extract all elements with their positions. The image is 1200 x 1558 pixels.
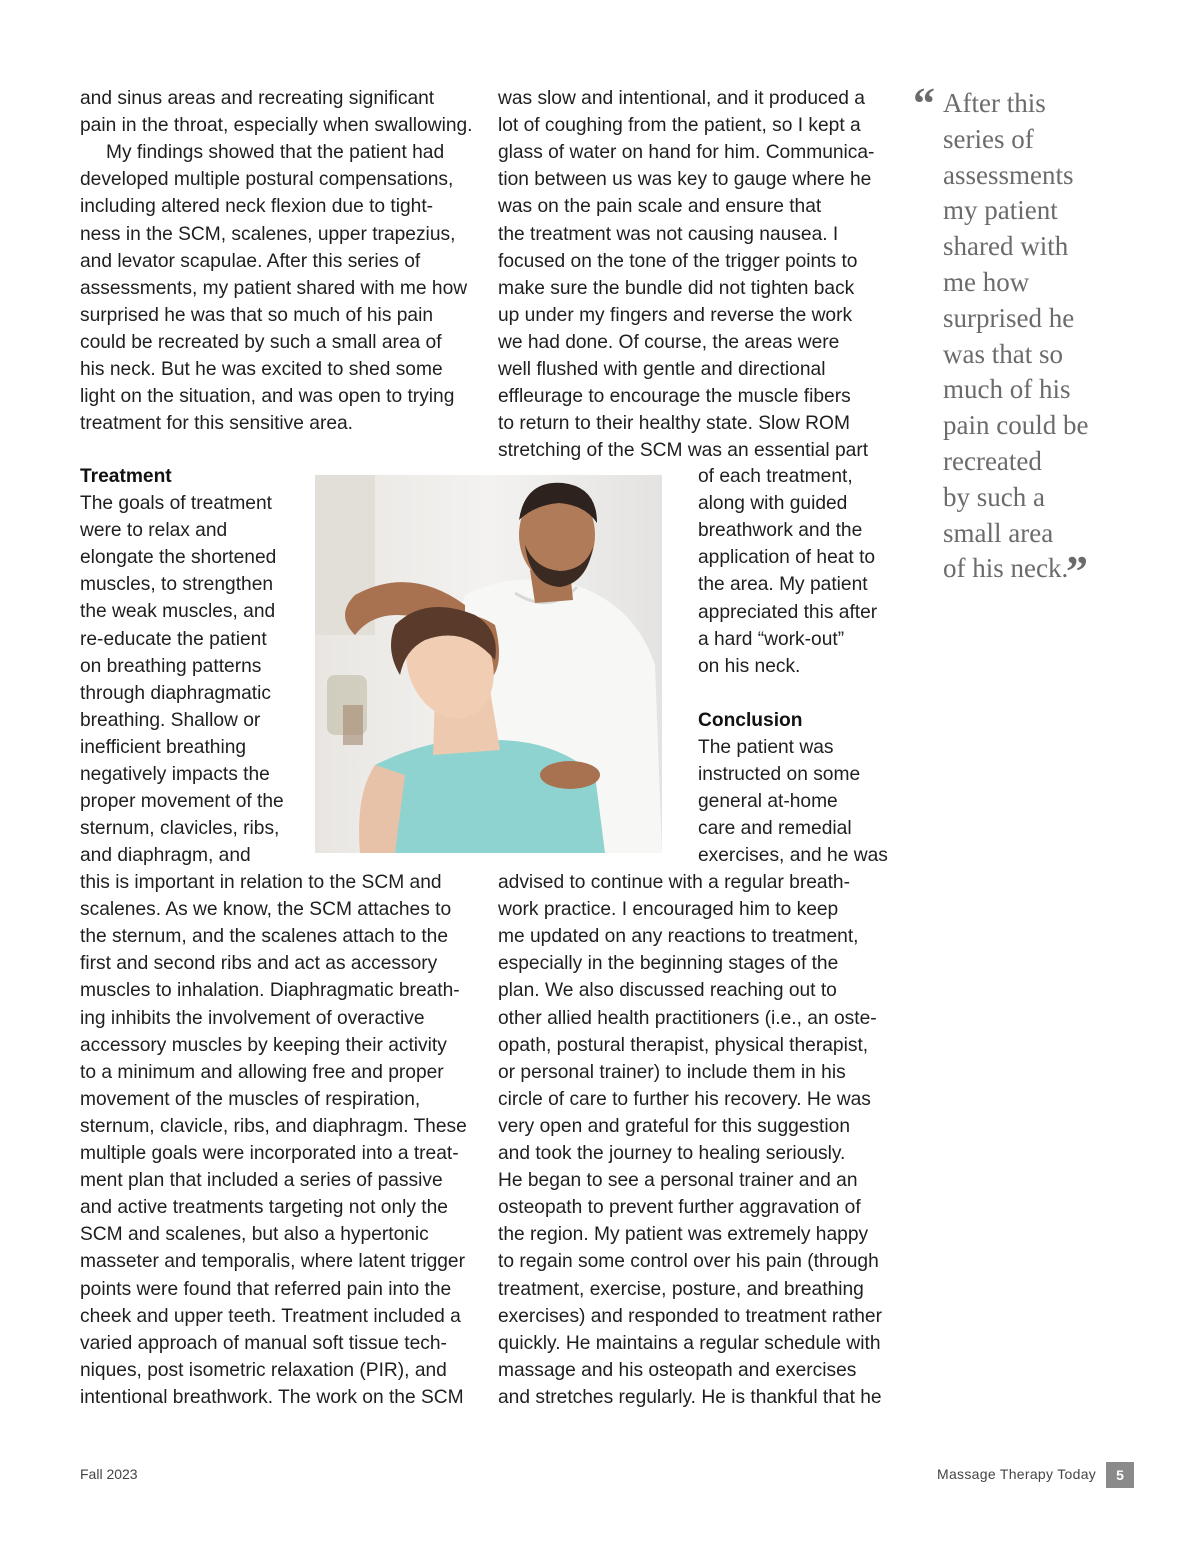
col2-bottom-line: other allied health practitioners (i.e., an oste- (498, 1007, 877, 1029)
col1-bottom-line: sternum, clavicle, ribs, and diaphragm. These (80, 1115, 467, 1137)
pull-quote-line: small area (943, 517, 1054, 548)
col1-bottom-line: ing inhibits the involvement of overactive (80, 1007, 425, 1029)
col1-wrap-line: the weak muscles, and (80, 601, 276, 623)
col1-bottom-line: points were found that referred pain into the (80, 1278, 452, 1300)
col1-bottom-line: and active treatments targeting not only the (80, 1197, 448, 1219)
col2-top-line: well flushed with gentle and directional (498, 359, 826, 380)
pull-quote-line: by such a (943, 481, 1045, 512)
col1-bottom-line: masseter and temporalis, where latent trigger (80, 1251, 465, 1273)
pull-quote-line: much of his (943, 374, 1071, 405)
pull-quote-line: me how (943, 267, 1030, 297)
col1-top-line: light on the situation, and was open to trying (80, 386, 455, 408)
photo-illustration (315, 475, 662, 853)
col1-bottom-line: intentional breathwork. The work on the SCM (80, 1386, 464, 1408)
col1-top-line: and levator scapulae. After this series of (80, 250, 421, 272)
col1-wrap-line: muscles, to strengthen (80, 574, 274, 596)
col2-bottom-line: massage and his osteopath and exercises (498, 1359, 857, 1381)
col1-bottom-line: movement of the muscles of respiration, (80, 1088, 421, 1110)
col1-bottom-line: ment plan that included a series of passive (80, 1170, 443, 1192)
col2-top-line: make sure the bundle did not tighten back (498, 277, 855, 299)
col1-top-line: his neck. But he was excited to shed some (80, 359, 443, 380)
col2-wrap-a-line: on his neck. (698, 655, 801, 677)
col2-top-line: focused on the tone of the trigger points to (498, 250, 858, 272)
col2-bottom-line: exercises) and responded to treatment rather (498, 1305, 882, 1327)
col1-bottom-line: to a minimum and allowing free and proper (80, 1061, 444, 1083)
col1-wrap-line: proper movement of the (80, 791, 284, 813)
col2-wrap-a-line: of each treatment, (698, 466, 853, 487)
col2-bottom-line: advised to continue with a regular breath- (498, 872, 850, 893)
pull-quote-line: assessments (943, 159, 1074, 190)
col2-bottom-line: very open and grateful for this suggestion (498, 1115, 850, 1137)
col1-wrap-line: on breathing patterns (80, 655, 262, 677)
col1-wrap-line: negatively impacts the (80, 764, 270, 785)
col1-bottom-line: this is important in relation to the SCM and (80, 872, 442, 893)
pull-quote-line: recreated (943, 446, 1042, 476)
pull-quote-line: surprised he (943, 302, 1075, 333)
col1-wrap-line: sternum, clavicles, ribs, (80, 818, 280, 840)
col2-wrap-b-line: exercises, and he was (698, 845, 888, 867)
pull-quote-line: my patient (943, 195, 1058, 226)
col2-bottom-line: plan. We also discussed reaching out to (498, 980, 837, 1002)
col1-wrap-line: elongate the shortened (80, 547, 277, 569)
conclusion-heading: Conclusion (698, 710, 803, 731)
col1-bottom-line: niques, post isometric relaxation (PIR), and (80, 1359, 447, 1381)
col1-wrap-line: re-educate the patient (80, 628, 267, 650)
col2-top-line: we had done. Of course, the areas were (498, 331, 840, 353)
col2-bottom-line: He began to see a personal trainer and an (498, 1170, 858, 1192)
col2-top-line: was on the pain scale and ensure that (498, 196, 822, 218)
col2-top-line: up under my fingers and reverse the work (498, 304, 853, 326)
col2-bottom-line: work practice. I encouraged him to keep (498, 899, 839, 921)
col1-top-line: pain in the throat, especially when swallowing. (80, 115, 473, 137)
col2-bottom-line: me updated on any reactions to treatment, (498, 926, 859, 948)
col1-bottom-line: scalenes. As we know, the SCM attaches to (80, 899, 452, 921)
col1-top-line: assessments, my patient shared with me how (80, 277, 468, 299)
close-quote-mark: ” (1066, 547, 1088, 596)
col1-top-line: ness in the SCM, scalenes, upper trapezius, (80, 223, 456, 245)
col2-wrap-b-line: general at-home (698, 791, 838, 813)
col2-wrap-b-line: instructed on some (698, 764, 861, 786)
pull-quote-line: of his neck. (943, 553, 1069, 584)
col1-wrap-line: breathing. Shallow or (80, 709, 261, 731)
col1-bottom-line: SCM and scalenes, but also a hypertonic (80, 1224, 429, 1246)
col1-bottom-line: first and second ribs and act as accessory (80, 953, 438, 975)
col1-top-line: developed multiple postural compensations, (80, 169, 454, 191)
col2-bottom-line: or personal trainer) to include them in his (498, 1061, 846, 1083)
col1-top-line: treatment for this sensitive area. (80, 413, 354, 435)
page-number-badge: 5 (1106, 1462, 1134, 1488)
col2-top-line: tion between us was key to gauge where he (498, 169, 872, 191)
open-quote-mark: “ (913, 79, 935, 128)
pull-quote-line: was that so (943, 338, 1063, 369)
col2-bottom-line: the region. My patient was extremely happy (498, 1224, 869, 1246)
pull-quote-line: pain could be (943, 410, 1089, 441)
col1-bottom-line: accessory muscles by keeping their activity (80, 1034, 447, 1056)
col1-bottom-line: cheek and upper teeth. Treatment included a (80, 1305, 461, 1327)
therapist-neck-stretch-photo (315, 475, 662, 853)
col1-bottom-line: varied approach of manual soft tissue tech- (80, 1332, 447, 1354)
col2-top-line: the treatment was not causing nausea. I (498, 223, 839, 245)
col1-top-line: including altered neck flexion due to tight- (80, 196, 434, 218)
col1-wrap-line: were to relax and (80, 520, 228, 542)
col2-wrap-b-line: The patient was (698, 737, 834, 758)
treatment-heading: Treatment (80, 466, 172, 487)
col2-top-line: stretching of the SCM was an essential part (498, 440, 869, 462)
col1-top-line: My findings showed that the patient had (106, 142, 445, 164)
col2-wrap-b-line: care and remedial (698, 818, 852, 840)
col2-bottom-line: and took the journey to healing seriously. (498, 1143, 846, 1164)
col1-wrap-line: The goals of treatment (80, 493, 272, 514)
col2-bottom-line: quickly. He maintains a regular schedule with (498, 1332, 881, 1354)
col2-wrap-a-line: along with guided (698, 493, 848, 515)
col1-top-line: could be recreated by such a small area of (80, 331, 442, 353)
col2-wrap-a-line: breathwork and the (698, 520, 863, 542)
col2-bottom-line: osteopath to prevent further aggravation of (498, 1197, 861, 1219)
col1-bottom-line: muscles to inhalation. Diaphragmatic breath- (80, 980, 460, 1002)
pull-quote-line: shared with (943, 231, 1069, 262)
col2-wrap-a-line: a hard “work-out” (698, 628, 845, 650)
col2-bottom-line: opath, postural therapist, physical therapist, (498, 1034, 869, 1056)
col2-bottom-line: to regain some control over his pain (through (498, 1251, 879, 1273)
col1-top-line: and sinus areas and recreating significant (80, 88, 435, 109)
col2-wrap-a-line: application of heat to (698, 547, 876, 569)
col1-top-line: surprised he was that so much of his pain (80, 304, 434, 326)
col2-bottom-line: especially in the beginning stages of the (498, 953, 839, 975)
pull-quote-line: After this (943, 88, 1046, 118)
col2-top-line: lot of coughing from the patient, so I kept a (498, 115, 861, 137)
col2-top-line: was slow and intentional, and it produced a (498, 88, 865, 109)
col1-bottom-line: multiple goals were incorporated into a treat- (80, 1143, 459, 1164)
pull-quote-line: series of (943, 123, 1034, 154)
col2-bottom-line: circle of care to further his recovery. He was (498, 1088, 871, 1110)
col2-wrap-a-line: appreciated this after (698, 601, 878, 623)
col1-bottom-line: the sternum, and the scalenes attach to the (80, 926, 448, 948)
col1-wrap-line: through diaphragmatic (80, 682, 271, 704)
col2-top-line: effleurage to encourage the muscle fibers (498, 386, 851, 408)
col2-top-line: glass of water on hand for him. Communica- (498, 142, 875, 164)
col2-top-line: to return to their healthy state. Slow ROM (498, 413, 850, 435)
col2-wrap-a-line: the area. My patient (698, 574, 868, 596)
col2-bottom-line: and stretches regularly. He is thankful that he (498, 1386, 882, 1408)
col2-bottom-line: treatment, exercise, posture, and breathing (498, 1278, 864, 1300)
footer-magazine-title: Massage Therapy Today (937, 1466, 1097, 1482)
footer-issue-date: Fall 2023 (80, 1466, 138, 1482)
col1-wrap-line: and diaphragm, and (80, 845, 251, 867)
col1-wrap-line: inefficient breathing (80, 736, 247, 758)
